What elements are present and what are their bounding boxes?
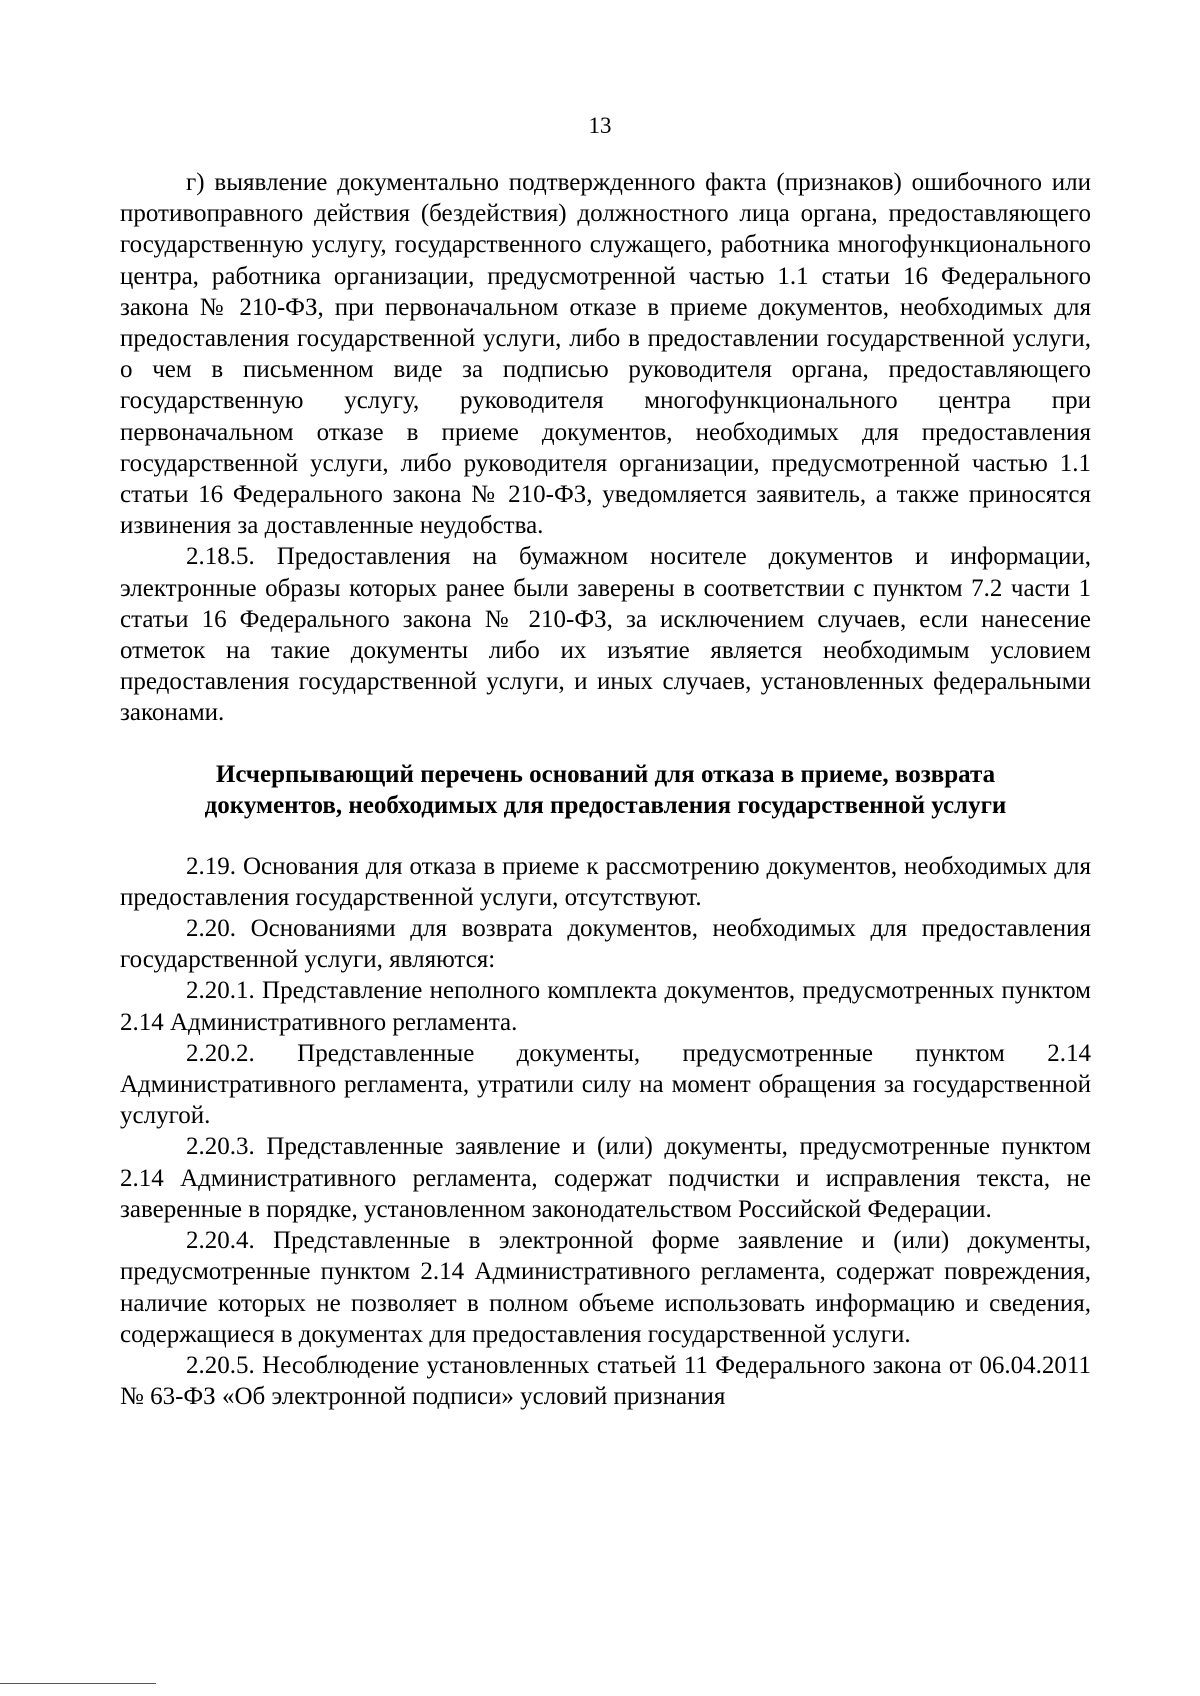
section-heading-line-1: Исчерпывающий перечень оснований для отказа в приеме, возврата: [215, 760, 996, 788]
section-heading: [120, 759, 1091, 821]
paragraph-2-20-5: 2.20.5. Несоблюдение установленных статьей 11 Федерального закона от 06.04.2011 № 63-ФЗ «Об электронной подписи» условий признания: [120, 1351, 1091, 1411]
paragraph-item-g: г) выявление документально подтвержденного факта (признаков) ошибочного или противоправного действия (бездействия) должностного лица органа, предоставляющего государственную услугу, государственного служащего, работника многофункционального центра, работника организации, предусмотренной частью 1.1 статьи 16 Федерального закона № 210-ФЗ, при первоначальном отказе в приеме документов, необходимых для предоставления государственной услуги, либо в предоставлении государственной услуги, о чем в письменном виде за подписью руководителя органа, предоставляющего государственную услугу, руководителя многофункционального центра при первоначальном отказе в приеме документов, необходимых для предоставления государственной услуги, либо руководителя организации, предусмотренной частью 1.1 статьи 16 Федерального закона № 210-ФЗ, уведомляется заявитель, а также приносятся извинения за доставленные неудобства.: [120, 169, 1091, 540]
paragraph-2-20-2: 2.20.2. Представленные документы, предусмотренные пунктом 2.14 Административного регламента, утратили силу на момент обращения за государственной услугой.: [120, 1039, 1091, 1130]
paragraph-2-19: 2.19. Основания для отказа в приеме к рассмотрению документов, необходимых для предоставления государственной услуги, отсутствуют.: [120, 852, 1091, 911]
page-number: 13: [588, 113, 612, 138]
document-body: [120, 167, 1091, 1412]
section-heading-line-2: документов, необходимых для предоставления государственной услуги: [204, 791, 1007, 819]
paragraph-2-20-3: 2.20.3. Представленные заявление и (или) документы, предусмотренные пунктом 2.14 Административного регламента, содержат подчистки и исправления текста, не заверенные в порядке, установленном законодательством Российской Федерации.: [120, 1133, 1091, 1223]
footer-rule: [0, 1683, 156, 1684]
paragraph-2-20-1: 2.20.1. Представление неполного комплекта документов, предусмотренных пунктом 2.14 Административного регламента.: [120, 977, 1091, 1036]
paragraph-2-20-4: 2.20.4. Представленные в электронной форме заявление и (или) документы, предусмотренные пунктом 2.14 Административного регламента, содержат повреждения, наличие которых не позволяет в полном объеме использовать информацию и сведения, содержащиеся в документах для предоставления государственной услуги.: [120, 1227, 1091, 1348]
paragraph-2-18-5: 2.18.5. Предоставления на бумажном носителе документов и информации, электронные образы которых ранее были заверены в соответствии с пунктом 7.2 части 1 статьи 16 Федерального закона № 210-ФЗ, за исключением случаев, если нанесение отметок на такие документы либо их изъятие является необходимым условием предоставления государственной услуги, и иных случаев, установленных федеральными законами.: [120, 543, 1091, 727]
paragraph-2-20: 2.20. Основаниями для возврата документов, необходимых для предоставления государственной услуги, являются:: [120, 915, 1091, 974]
